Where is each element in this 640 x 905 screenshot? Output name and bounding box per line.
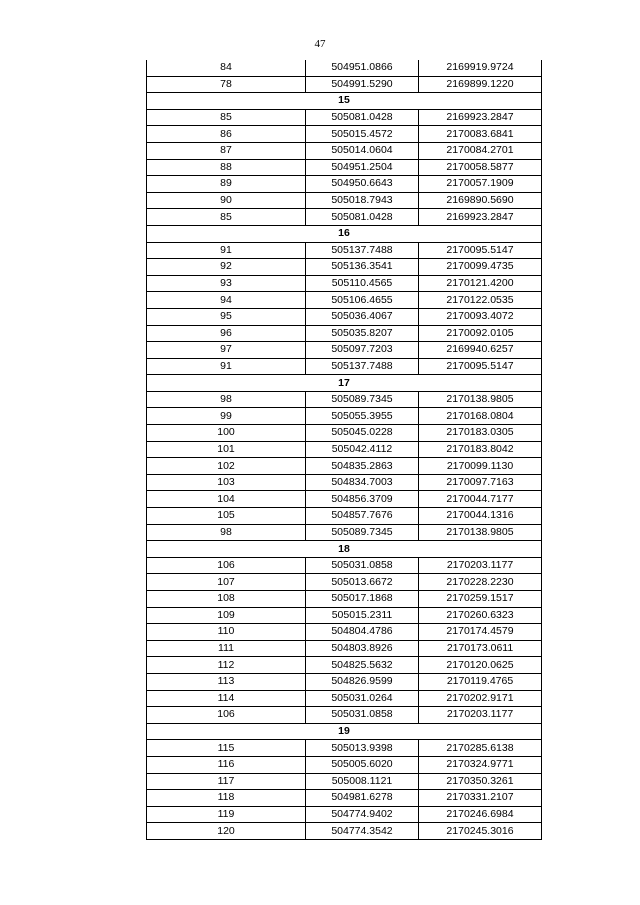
x-coordinate-cell: 505137.7488 [306,358,419,375]
x-coordinate-cell: 505005.6020 [306,756,419,773]
x-coordinate-cell: 504951.2504 [306,159,419,176]
x-coordinate-cell: 505106.4655 [306,292,419,309]
point-number-cell: 113 [147,673,306,690]
point-number-cell: 94 [147,292,306,309]
table-row [147,242,542,259]
table-row [147,574,542,591]
x-coordinate-cell: 505015.4572 [306,126,419,143]
x-coordinate-cell: 504950.6643 [306,176,419,193]
x-coordinate-cell: 505036.4067 [306,308,419,325]
point-number-cell: 116 [147,756,306,773]
table-row [147,508,542,525]
point-number-cell: 118 [147,790,306,807]
table-row [147,823,542,840]
table-row [147,192,542,209]
x-coordinate-cell: 505137.7488 [306,242,419,259]
point-number-cell: 91 [147,358,306,375]
x-coordinate-cell: 504826.9599 [306,673,419,690]
table-row [147,458,542,475]
y-coordinate-cell: 2170084.2701 [419,142,542,159]
y-coordinate-cell: 2170350.3261 [419,773,542,790]
table-row [147,60,542,76]
y-coordinate-cell: 2170245.3016 [419,823,542,840]
y-coordinate-cell: 2170183.8042 [419,441,542,458]
y-coordinate-cell: 2169890.5690 [419,192,542,209]
y-coordinate-cell: 2170092.0105 [419,325,542,342]
y-coordinate-cell: 2170097.7163 [419,474,542,491]
y-coordinate-cell: 2170246.6984 [419,806,542,823]
group-label: 17 [147,375,542,392]
y-coordinate-cell: 2170044.1316 [419,508,542,525]
page-number: 47 [314,38,326,50]
x-coordinate-cell: 505081.0428 [306,109,419,126]
table-row [147,408,542,425]
table-row [147,441,542,458]
point-number-cell: 88 [147,159,306,176]
point-number-cell: 106 [147,557,306,574]
point-number-cell: 110 [147,624,306,641]
coordinates-table-body [147,60,542,839]
point-number-cell: 93 [147,275,306,292]
x-coordinate-cell: 504804.4786 [306,624,419,641]
table-row [147,624,542,641]
table-row [147,76,542,93]
x-coordinate-cell: 505008.1121 [306,773,419,790]
point-number-cell: 78 [147,76,306,93]
y-coordinate-cell: 2169940.6257 [419,342,542,359]
y-coordinate-cell: 2169919.9724 [419,60,542,76]
point-number-cell: 115 [147,740,306,757]
table-row [147,657,542,674]
point-number-cell: 102 [147,458,306,475]
point-number-cell: 114 [147,690,306,707]
point-number-cell: 120 [147,823,306,840]
x-coordinate-cell: 504856.3709 [306,491,419,508]
x-coordinate-cell: 505015.2311 [306,607,419,624]
group-label: 18 [147,541,542,558]
table-row [147,142,542,159]
table-row [147,275,542,292]
x-coordinate-cell: 505017.1868 [306,591,419,608]
y-coordinate-cell: 2170138.9805 [419,391,542,408]
table-row [147,342,542,359]
y-coordinate-cell: 2170260.6323 [419,607,542,624]
table-row [147,740,542,757]
y-coordinate-cell: 2170168.0804 [419,408,542,425]
group-header-row [147,541,542,558]
table-row [147,707,542,724]
x-coordinate-cell: 505097.7203 [306,342,419,359]
x-coordinate-cell: 505089.7345 [306,524,419,541]
x-coordinate-cell: 504803.8926 [306,640,419,657]
point-number-cell: 107 [147,574,306,591]
group-header-row [147,225,542,242]
table-row [147,292,542,309]
x-coordinate-cell: 505136.3541 [306,259,419,276]
y-coordinate-cell: 2170095.5147 [419,358,542,375]
y-coordinate-cell: 2169923.2847 [419,209,542,226]
point-number-cell: 119 [147,806,306,823]
y-coordinate-cell: 2170119.4765 [419,673,542,690]
x-coordinate-cell: 504981.6278 [306,790,419,807]
x-coordinate-cell: 505110.4565 [306,275,419,292]
x-coordinate-cell: 505042.4112 [306,441,419,458]
y-coordinate-cell: 2170228.2230 [419,574,542,591]
point-number-cell: 101 [147,441,306,458]
x-coordinate-cell: 505013.6672 [306,574,419,591]
point-number-cell: 108 [147,591,306,608]
y-coordinate-cell: 2170093.4072 [419,308,542,325]
x-coordinate-cell: 504774.3542 [306,823,419,840]
point-number-cell: 98 [147,391,306,408]
table-row [147,358,542,375]
group-label: 15 [147,93,542,110]
y-coordinate-cell: 2170203.1177 [419,557,542,574]
point-number-cell: 92 [147,259,306,276]
x-coordinate-cell: 505055.3955 [306,408,419,425]
x-coordinate-cell: 505031.0858 [306,707,419,724]
group-header-row [147,375,542,392]
y-coordinate-cell: 2170044.7177 [419,491,542,508]
point-number-cell: 97 [147,342,306,359]
table-row [147,176,542,193]
x-coordinate-cell: 505031.0264 [306,690,419,707]
x-coordinate-cell: 505045.0228 [306,425,419,442]
table-row [147,159,542,176]
table-row [147,673,542,690]
point-number-cell: 85 [147,109,306,126]
group-label: 16 [147,225,542,242]
group-label: 19 [147,723,542,740]
y-coordinate-cell: 2170121.4200 [419,275,542,292]
table-row [147,557,542,574]
x-coordinate-cell: 504825.5632 [306,657,419,674]
table-row [147,491,542,508]
y-coordinate-cell: 2170324.9771 [419,756,542,773]
table-row [147,607,542,624]
point-number-cell: 117 [147,773,306,790]
table-row [147,259,542,276]
point-number-cell: 105 [147,508,306,525]
y-coordinate-cell: 2170173.0611 [419,640,542,657]
table-row [147,109,542,126]
table-row [147,773,542,790]
x-coordinate-cell: 505013.9398 [306,740,419,757]
y-coordinate-cell: 2170174.4579 [419,624,542,641]
x-coordinate-cell: 504835.2863 [306,458,419,475]
x-coordinate-cell: 504951.0866 [306,60,419,76]
point-number-cell: 109 [147,607,306,624]
point-number-cell: 99 [147,408,306,425]
y-coordinate-cell: 2169899.1220 [419,76,542,93]
table-row [147,425,542,442]
table-row [147,524,542,541]
point-number-cell: 85 [147,209,306,226]
y-coordinate-cell: 2170203.1177 [419,707,542,724]
group-header-row [147,723,542,740]
x-coordinate-cell: 504857.7676 [306,508,419,525]
table-row [147,308,542,325]
table-row [147,591,542,608]
y-coordinate-cell: 2170138.9805 [419,524,542,541]
y-coordinate-cell: 2170122.0535 [419,292,542,309]
point-number-cell: 104 [147,491,306,508]
y-coordinate-cell: 2170183.0305 [419,425,542,442]
table-row [147,790,542,807]
x-coordinate-cell: 505014.0604 [306,142,419,159]
point-number-cell: 106 [147,707,306,724]
y-coordinate-cell: 2170331.2107 [419,790,542,807]
point-number-cell: 96 [147,325,306,342]
point-number-cell: 95 [147,308,306,325]
point-number-cell: 86 [147,126,306,143]
table-row [147,126,542,143]
x-coordinate-cell: 505035.8207 [306,325,419,342]
y-coordinate-cell: 2169923.2847 [419,109,542,126]
x-coordinate-cell: 504991.5290 [306,76,419,93]
point-number-cell: 90 [147,192,306,209]
y-coordinate-cell: 2170285.6138 [419,740,542,757]
point-number-cell: 84 [147,60,306,76]
y-coordinate-cell: 2170099.4735 [419,259,542,276]
point-number-cell: 112 [147,657,306,674]
point-number-cell: 98 [147,524,306,541]
table-row [147,806,542,823]
y-coordinate-cell: 2170083.6841 [419,126,542,143]
table-row [147,325,542,342]
table-row [147,474,542,491]
x-coordinate-cell: 504774.9402 [306,806,419,823]
point-number-cell: 103 [147,474,306,491]
y-coordinate-cell: 2170120.0625 [419,657,542,674]
x-coordinate-cell: 505031.0858 [306,557,419,574]
x-coordinate-cell: 505081.0428 [306,209,419,226]
point-number-cell: 100 [147,425,306,442]
table-row [147,640,542,657]
x-coordinate-cell: 504834.7003 [306,474,419,491]
point-number-cell: 111 [147,640,306,657]
group-header-row [147,93,542,110]
y-coordinate-cell: 2170259.1517 [419,591,542,608]
coordinates-table [146,60,542,840]
table-row [147,209,542,226]
point-number-cell: 91 [147,242,306,259]
y-coordinate-cell: 2170202.9171 [419,690,542,707]
table-row [147,690,542,707]
table-row [147,391,542,408]
y-coordinate-cell: 2170099.1130 [419,458,542,475]
y-coordinate-cell: 2170095.5147 [419,242,542,259]
y-coordinate-cell: 2170057.1909 [419,176,542,193]
x-coordinate-cell: 505089.7345 [306,391,419,408]
table-row [147,756,542,773]
point-number-cell: 87 [147,142,306,159]
x-coordinate-cell: 505018.7943 [306,192,419,209]
y-coordinate-cell: 2170058.5877 [419,159,542,176]
point-number-cell: 89 [147,176,306,193]
